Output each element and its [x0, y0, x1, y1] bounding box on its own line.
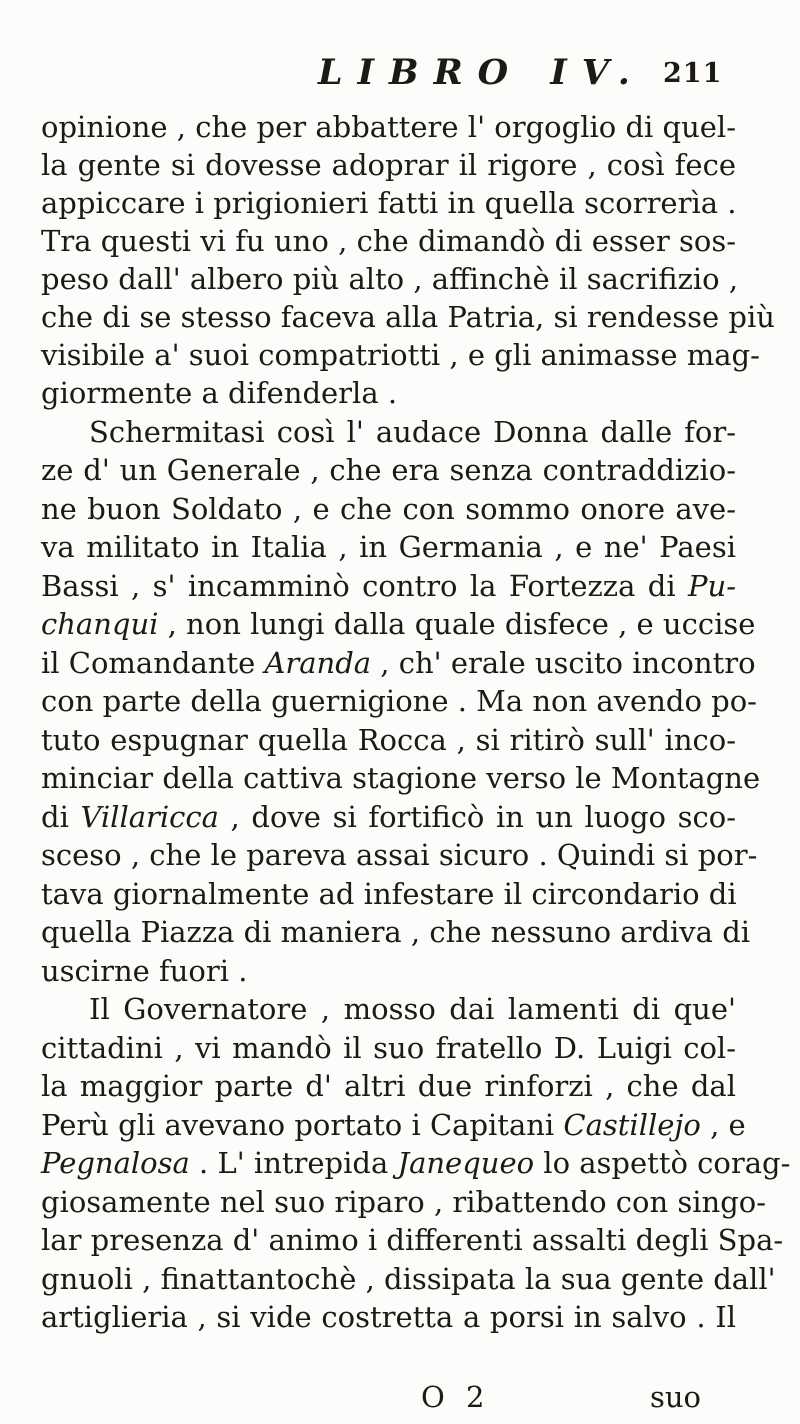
page-header — [0, 52, 800, 96]
signature-mark: O 2 — [421, 1380, 491, 1414]
catchword: suo — [650, 1380, 702, 1414]
text-line: con parte della guernigione . Ma non avendo po- — [41, 684, 757, 718]
text-line: visibile a' suoi compatriotti , e gli animasse mag- — [41, 338, 760, 372]
text-line: cittadini , vi mandò il suo fratello D. Luigi col- — [41, 1031, 736, 1065]
text-line: peso dall' albero più alto , affinchè il sacrifizio , — [41, 262, 739, 296]
page-footer — [0, 1380, 800, 1420]
text-line: chanqui , non lungi dalla quale disfece , e uccise — [41, 607, 756, 641]
text-line: Pegnalosa . L' intrepida Janequeo lo aspettò corag- — [41, 1146, 791, 1180]
text-line: artiglieria , si vide costretta a porsi in salvo . Il — [41, 1300, 736, 1334]
text-line: Perù gli avevano portato i Capitani Castillejo , e — [41, 1108, 746, 1142]
text-line: minciar della cattiva stagione verso le Montagne — [41, 761, 761, 795]
text-line: che di se stesso faceva alla Patria, si rendesse più — [41, 300, 775, 334]
page-number: 211 — [663, 58, 723, 89]
text-line: di Villaricca , dove si fortificò in un luogo sco- — [41, 800, 737, 834]
text-line: lar presenza d' animo i differenti assalti degli Spa- — [41, 1223, 784, 1257]
text-line: ze d' un Generale , che era senza contraddizio- — [41, 453, 736, 487]
text-line: Il Governatore , mosso dai lamenti di que' — [89, 992, 736, 1026]
text-line: tuto espugnar quella Rocca , si ritirò sull' inco- — [41, 723, 736, 757]
text-line: la maggior parte d' altri due rinforzi , che dal — [41, 1069, 736, 1103]
text-line: giosamente nel suo riparo , ribattendo con singo- — [41, 1185, 767, 1219]
text-line: gnuoli , finattantochè , dissipata la sua gente dall' — [41, 1262, 776, 1296]
text-line: la gente si dovesse adoprar il rigore , così fece — [41, 148, 736, 182]
text-line: sceso , che le pareva assai sicuro . Quindi si por- — [41, 838, 758, 872]
text-line: uscirne fuori . — [41, 954, 248, 988]
text-line: il Comandante Aranda , ch' erale uscito incontro — [41, 646, 756, 680]
running-title: LIBRO IV. — [318, 52, 645, 93]
text-line: Bassi , s' incamminò contro la Fortezza di Pu- — [41, 569, 736, 603]
text-line: va militato in Italia , in Germania , e ne' Paesi — [41, 530, 736, 564]
text-line: Schermitasi così l' audace Donna dalle for- — [89, 415, 736, 449]
text-line: quella Piazza di maniera , che nessuno ardiva di — [41, 915, 751, 949]
text-line: ne buon Soldato , e che con sommo onore ave- — [41, 492, 736, 526]
text-line: Tra questi vi fu uno , che dimandò di esser sos- — [41, 224, 736, 258]
text-line: giormente a difenderla . — [41, 376, 398, 410]
text-line: opinione , che per abbattere l' orgoglio di quel- — [41, 110, 736, 144]
text-line: appiccare i prigionieri fatti in quella scorrerìa . — [41, 186, 737, 220]
text-line: tava giornalmente ad infestare il circondario di — [41, 877, 737, 911]
